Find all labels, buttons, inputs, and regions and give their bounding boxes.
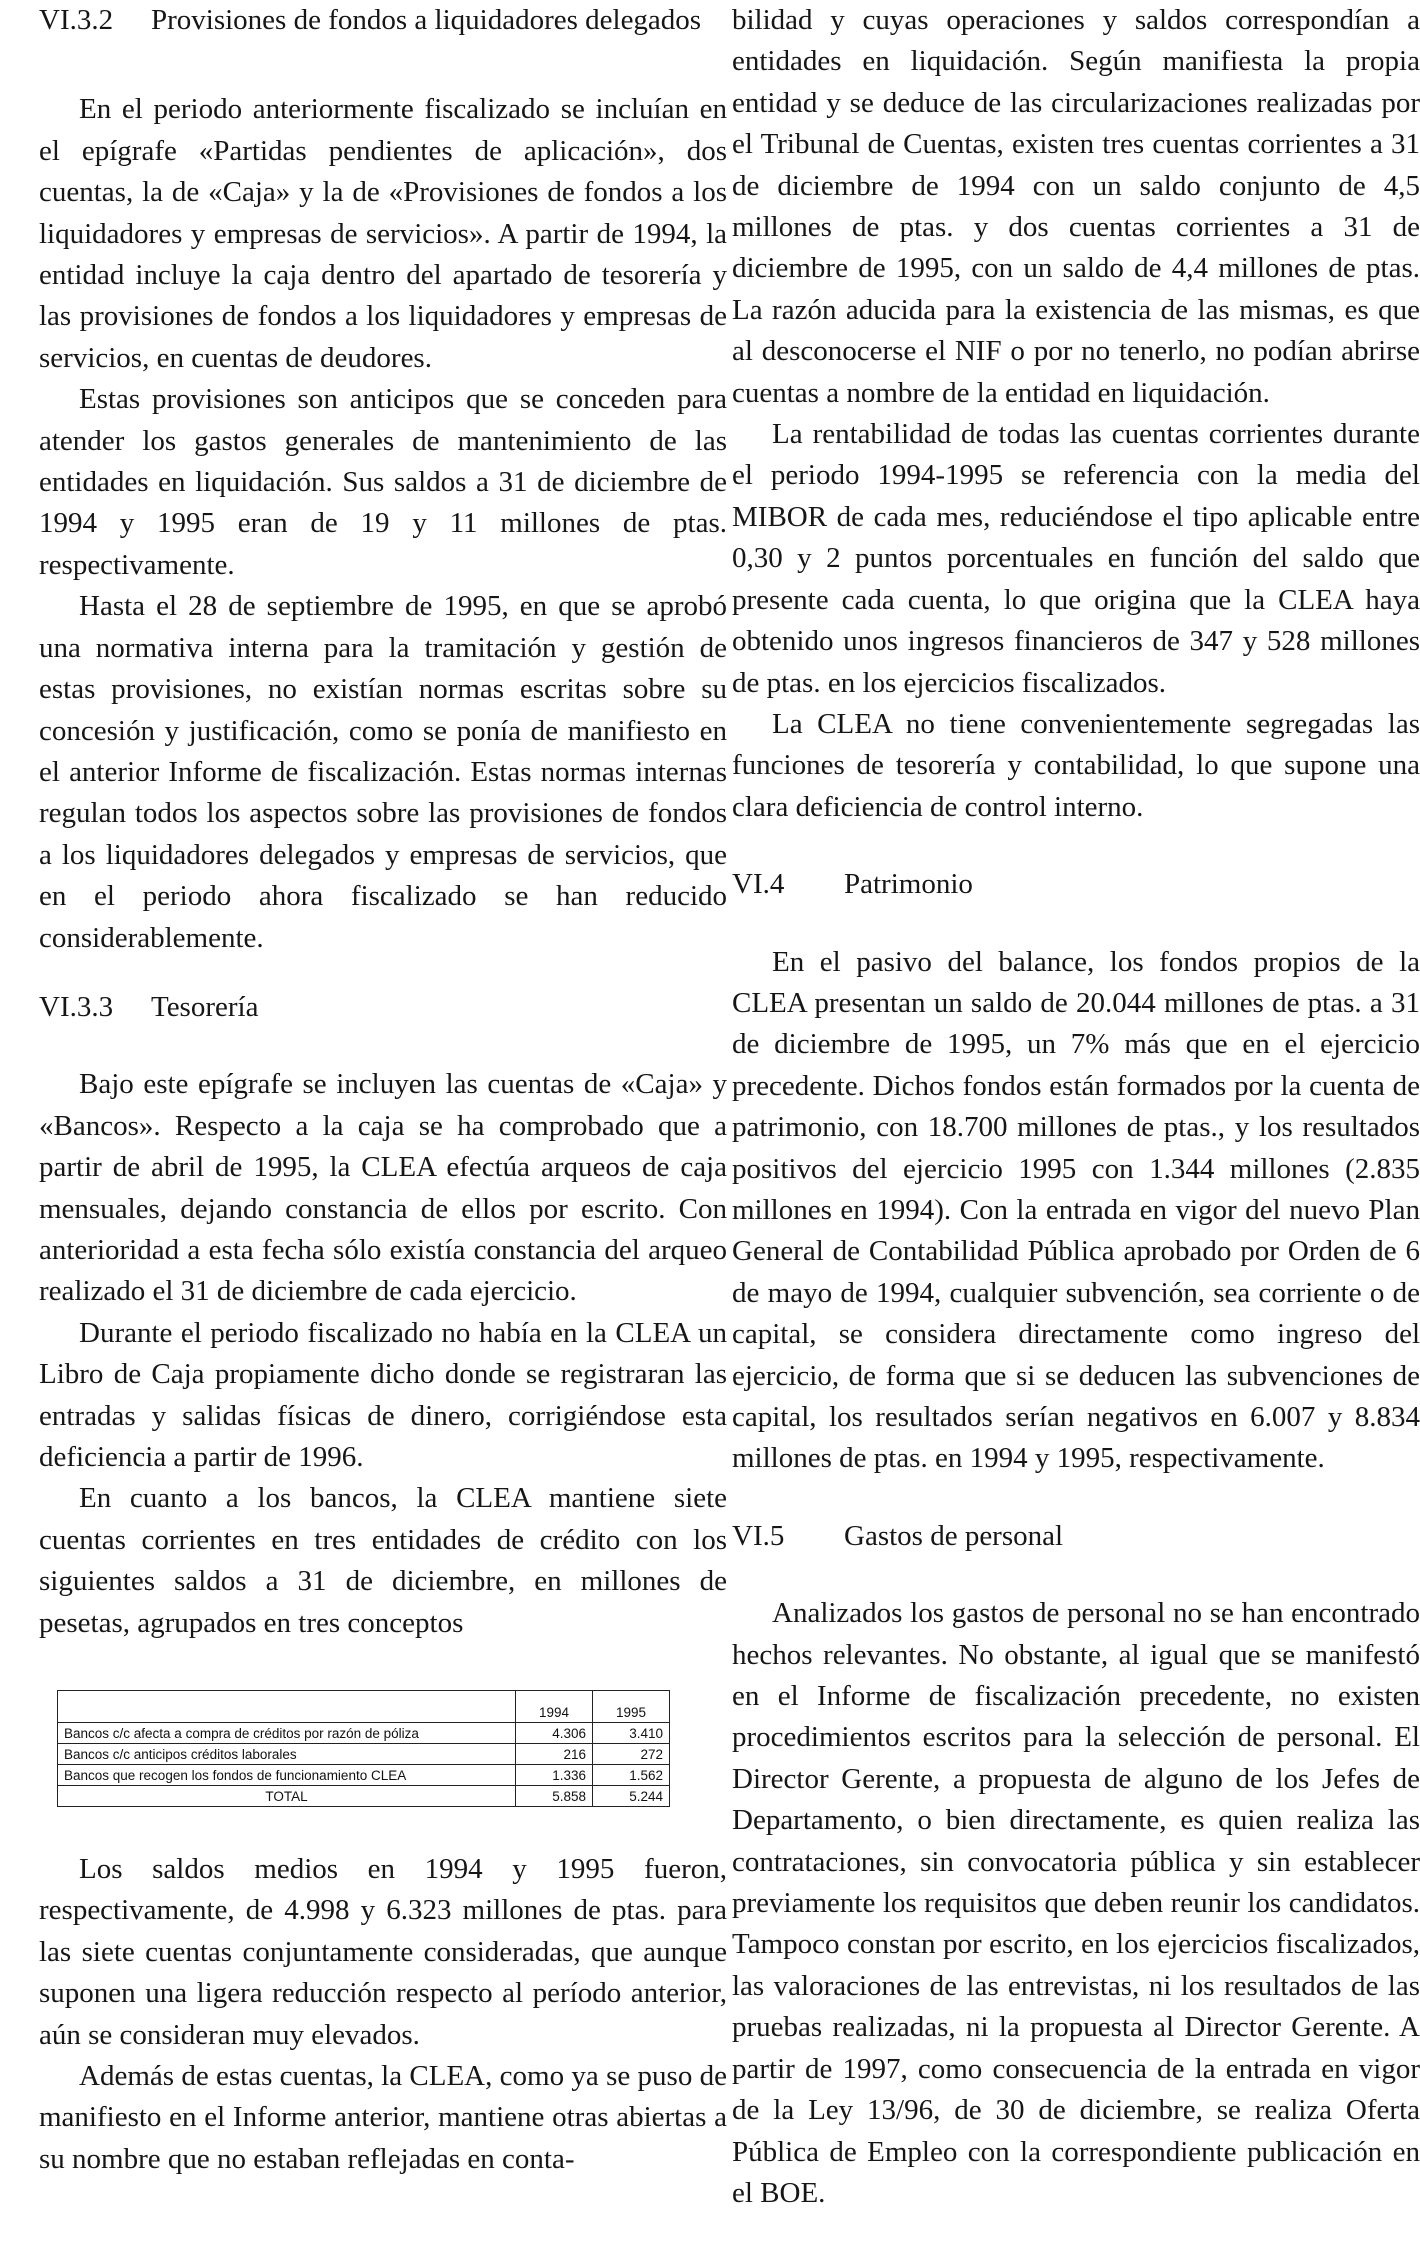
table-header-row: [58, 1691, 670, 1723]
cell-1994: 216: [516, 1744, 593, 1765]
cell-1995: 3.410: [593, 1723, 670, 1744]
paragraph: En el periodo anteriormente fiscalizado se incluían en el epígrafe «Partidas pendientes de aplicación», dos cuentas, la de «Caja» y la de «Provisiones de fondos a los liquidadores y empresas de servicios». A partir de 1994, la entidad incluye la caja dentro del apartado de tesorería y las provisiones de fondos a los liquidadores y empresas de servicios, en cuentas de deudores.: [39, 93, 727, 374]
paragraph: En el pasivo del balance, los fondos propios de la CLEA presentan un saldo de 20.044 millones de ptas. a 31 de diciembre de 1995, un 7% más que en el ejercicio precedente. Dichos fondos están formados por la cuenta de patrimonio, con 18.700 millones de ptas., y los resultados positivos del ejercicio 1995 con 1.344 millones (2.835 millones en 1994). Con la entrada en vigor del nuevo Plan General de Contabilidad Pública aprobado por Orden de 6 de mayo de 1994, cualquier subvención, sea corriente o de capital, se considera directamente como ingreso del ejercicio, de forma que si se deducen las subvenciones de capital, los resultados serían negativos en 6.007 y 8.834 millones de ptas. en 1994 y 1995, respectivamente.: [732, 945, 1420, 1475]
section-number: VI.5: [732, 1519, 785, 1552]
paragraph: Hasta el 28 de septiembre de 1995, en que se aprobó una normativa interna para la tramitación y gestión de estas provisiones, no existían normas escritas sobre su concesión y justificación, como se ponía de manifiesto en el anterior Informe de fiscalización. Estas normas internas regulan todos los aspectos sobre las provisiones de fondos a los liquidadores delegados y empresas de servicios, que en el periodo ahora fiscalizado se han reducido considerablemente.: [39, 590, 727, 954]
table-header-1995: 1995: [593, 1691, 670, 1723]
paragraph: La rentabilidad de todas las cuentas corrientes durante el periodo 1994-1995 se referencia con la media del MIBOR de cada mes, reduciéndose el tipo aplicable entre 0,30 y 2 puntos porcentuales en función del saldo que presente cada cuenta, lo que origina que la CLEA haya obtenido unos ingresos financieros de 347 y 528 millones de ptas. en los ejercicios fiscalizados.: [732, 418, 1420, 699]
table-row: [58, 1765, 670, 1786]
section-title: Provisiones de fondos a liquidadores delegados: [151, 4, 702, 36]
right-column: [732, 0, 1420, 2214]
paragraph-continuation: bilidad y cuyas operaciones y saldos correspondían a entidades en liquidación. Según manifiesta la propia entidad y se deduce de las circularizaciones realizadas por el Tribunal de Cuentas, existen tres cuentas corrientes a 31 de diciembre de 1994 con un saldo conjunto de 4,5 millones de ptas. y dos cuentas corrientes a 31 de diciembre de 1995, con un saldo de 4,4 millones de ptas. La razón aducida para la existencia de las mismas, es que al desconocerse el NIF o por no tenerlo, no podían abrirse cuentas a nombre de la entidad en liquidación.: [732, 4, 1420, 409]
section-heading-vi-3-2: [39, 0, 727, 41]
row-label: Bancos que recogen los fondos de funcionamiento CLEA: [58, 1765, 516, 1786]
bank-balances-table: [57, 1690, 670, 1807]
table-header-1994: 1994: [516, 1691, 593, 1723]
table-row: [58, 1744, 670, 1765]
paragraph: Analizados los gastos de personal no se han encontrado hechos relevantes. No obstante, al igual que se manifestó en el Informe de fiscalización precedente, no existen procedimientos escritos para la selección de personal. El Director Gerente, a propuesta de alguno de los Jefes de Departamento, o bien directamente, es quien realiza las contrataciones, sin convocatoria pública y sin establecer previamente los requisitos que deben reunir los candidatos. Tampoco constan por escrito, en los ejercicios fiscalizados, las valoraciones de las entrevistas, ni los resultados de las pruebas realizadas, ni la propuesta al Director Gerente. A partir de 1997, como consecuencia de la entrada en vigor de la Ley 13/96, de 30 de diciembre, se realiza Oferta Pública de Empleo con la correspondiente publicación en el BOE.: [732, 1597, 1420, 2209]
row-label: Bancos c/c afecta a compra de créditos por razón de póliza: [58, 1723, 516, 1744]
section-heading-vi-3-3: [39, 987, 727, 1028]
table-row: [58, 1723, 670, 1744]
section-heading-vi-4: [732, 864, 1420, 905]
cell-1995: 272: [593, 1744, 670, 1765]
total-1994: 5.858: [516, 1786, 593, 1807]
table-header-blank: [58, 1691, 516, 1723]
total-1995: 5.244: [593, 1786, 670, 1807]
cell-1994: 4.306: [516, 1723, 593, 1744]
cell-1994: 1.336: [516, 1765, 593, 1786]
section-number: VI.3.2: [39, 4, 114, 36]
paragraph: Bajo este epígrafe se incluyen las cuentas de «Caja» y «Bancos». Respecto a la caja se ha comprobado que a partir de abril de 1995, la CLEA efectúa arqueos de caja mensuales, dejando constancia de ellos por escrito. Con anterioridad a esta fecha sólo existía constancia del arqueo realizado el 31 de diciembre de cada ejercicio.: [39, 1068, 727, 1308]
section-title: Gastos de personal: [844, 1519, 1064, 1552]
section-title: Tesorería: [151, 990, 259, 1023]
paragraph: Estas provisiones son anticipos que se conceden para atender los gastos generales de mantenimiento de las entidades en liquidación. Sus saldos a 31 de diciembre de 1994 y 1995 eran de 19 y 11 millones de ptas. respectivamente.: [39, 383, 727, 581]
paragraph: En cuanto a los bancos, la CLEA mantiene siete cuentas corrientes en tres entidades de crédito con los siguientes saldos a 31 de diciembre, en millones de pesetas, agrupados en tres conceptos: [39, 1482, 727, 1639]
paragraph: Durante el periodo fiscalizado no había en la CLEA un Libro de Caja propiamente dicho donde se registraran las entradas y salidas físicas de dinero, corrigiéndose esta deficiencia a partir de 1996.: [39, 1316, 727, 1473]
cell-1995: 1.562: [593, 1765, 670, 1786]
table-total-row: [58, 1786, 670, 1807]
total-label: TOTAL: [58, 1786, 516, 1807]
paragraph: La CLEA no tiene convenientemente segregadas las funciones de tesorería y contabilidad, lo que supone una clara deficiencia de control interno.: [732, 707, 1420, 823]
paragraph: Además de estas cuentas, la CLEA, como ya se puso de manifiesto en el Informe anterior, mantiene otras abiertas a su nombre que no estaban reflejadas en conta-: [39, 2060, 727, 2175]
section-number: VI.3.3: [39, 990, 114, 1023]
paragraph: Los saldos medios en 1994 y 1995 fueron, respectivamente, de 4.998 y 6.323 millones de ptas. para las siete cuentas conjuntamente consideradas, que aunque suponen una ligera reducción respecto al período anterior, aún se consideran muy elevados.: [39, 1853, 727, 2051]
left-column: [39, 0, 727, 2180]
bank-balances-table-wrapper: [39, 1690, 727, 1807]
row-label: Bancos c/c anticipos créditos laborales: [58, 1744, 516, 1765]
section-title: Patrimonio: [844, 868, 973, 901]
section-heading-vi-5: [732, 1516, 1420, 1557]
section-number: VI.4: [732, 868, 785, 901]
